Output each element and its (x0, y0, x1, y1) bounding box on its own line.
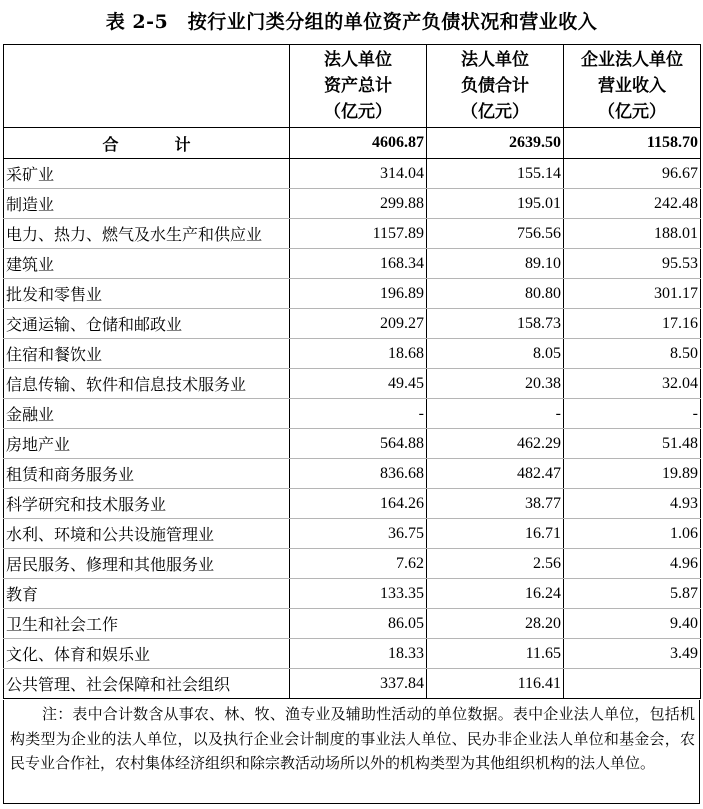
revenue-cell: 32.04 (564, 369, 701, 399)
header-liabilities (427, 45, 564, 128)
industry-name: 采矿业 (4, 159, 290, 189)
industry-name: 公共管理、社会保障和社会组织 (4, 669, 290, 699)
table-row (4, 429, 701, 459)
revenue-cell: 5.87 (564, 579, 701, 609)
table-title: 表 2-5 按行业门类分组的单位资产负债状况和营业收入 (105, 11, 598, 33)
total-assets: 4606.87 (290, 128, 427, 159)
data-table (3, 44, 701, 699)
table-row (4, 249, 701, 279)
table-row (4, 549, 701, 579)
industry-name: 水利、环境和公共设施管理业 (4, 519, 290, 549)
industry-name: 信息传输、软件和信息技术服务业 (4, 369, 290, 399)
header-line: 资产总计 (324, 76, 392, 96)
revenue-cell: 4.93 (564, 489, 701, 519)
revenue-cell: 1.06 (564, 519, 701, 549)
liabilities-cell: 195.01 (427, 189, 564, 219)
revenue-cell: 51.48 (564, 429, 701, 459)
assets-cell: 564.88 (290, 429, 427, 459)
liabilities-cell: 158.73 (427, 309, 564, 339)
liabilities-cell: 462.29 (427, 429, 564, 459)
header-line: 营业收入 (598, 76, 666, 96)
table-row (4, 639, 701, 669)
header-line: （亿元） (461, 102, 529, 122)
table-row (4, 309, 701, 339)
table-row (4, 669, 701, 699)
header-row (4, 45, 701, 128)
industry-name: 教育 (4, 579, 290, 609)
liabilities-cell: 16.71 (427, 519, 564, 549)
table-row (4, 339, 701, 369)
assets-cell: 836.68 (290, 459, 427, 489)
revenue-cell: 3.49 (564, 639, 701, 669)
assets-cell: 18.68 (290, 339, 427, 369)
assets-cell: 7.62 (290, 549, 427, 579)
revenue-cell: 188.01 (564, 219, 701, 249)
industry-name: 卫生和社会工作 (4, 609, 290, 639)
liabilities-cell: - (427, 399, 564, 429)
industry-name: 科学研究和技术服务业 (4, 489, 290, 519)
industry-name: 房地产业 (4, 429, 290, 459)
revenue-cell: - (564, 399, 701, 429)
revenue-cell: 4.96 (564, 549, 701, 579)
header-line: （亿元） (598, 102, 666, 122)
liabilities-cell: 756.56 (427, 219, 564, 249)
assets-cell: 164.26 (290, 489, 427, 519)
table-row (4, 459, 701, 489)
header-blank-cell (4, 45, 290, 128)
total-label: 合 计 (4, 128, 290, 159)
assets-cell: 133.35 (290, 579, 427, 609)
table-row (4, 369, 701, 399)
table-row (4, 519, 701, 549)
assets-cell: 49.45 (290, 369, 427, 399)
table-row (4, 579, 701, 609)
industry-name: 交通运输、仓储和邮政业 (4, 309, 290, 339)
assets-cell: 314.04 (290, 159, 427, 189)
assets-cell: 209.27 (290, 309, 427, 339)
liabilities-cell: 2.56 (427, 549, 564, 579)
header-revenue (564, 45, 701, 128)
revenue-cell: 95.53 (564, 249, 701, 279)
industry-name: 文化、体育和娱乐业 (4, 639, 290, 669)
liabilities-cell: 155.14 (427, 159, 564, 189)
industry-name: 制造业 (4, 189, 290, 219)
footnote: 注：表中合计数含从事农、林、牧、渔专业及辅助性活动的单位数据。表中企业法人单位，包括机构类型为企业的法人单位，以及执行企业会计制度的事业法人单位、民办非企业法人单位和基金会，农民专业合作社，农村集体经济组织和除宗教活动场所以外的机构类型为其他组织机构的法人单位。 (3, 700, 700, 804)
header-line: 负债合计 (461, 76, 529, 96)
industry-name: 建筑业 (4, 249, 290, 279)
total-revenue: 1158.70 (564, 128, 701, 159)
revenue-cell: 8.50 (564, 339, 701, 369)
industry-name: 金融业 (4, 399, 290, 429)
revenue-cell: 242.48 (564, 189, 701, 219)
revenue-cell (564, 669, 701, 699)
total-liabilities: 2639.50 (427, 128, 564, 159)
industry-name: 批发和零售业 (4, 279, 290, 309)
liabilities-cell: 80.80 (427, 279, 564, 309)
assets-cell: 36.75 (290, 519, 427, 549)
liabilities-cell: 20.38 (427, 369, 564, 399)
revenue-cell: 301.17 (564, 279, 701, 309)
revenue-cell: 9.40 (564, 609, 701, 639)
header-line: （亿元） (324, 102, 392, 122)
revenue-cell: 17.16 (564, 309, 701, 339)
industry-name: 居民服务、修理和其他服务业 (4, 549, 290, 579)
table-row (4, 219, 701, 249)
liabilities-cell: 8.05 (427, 339, 564, 369)
liabilities-cell: 116.41 (427, 669, 564, 699)
total-row (4, 128, 701, 159)
header-line: 企业法人单位 (581, 50, 683, 70)
table-row (4, 489, 701, 519)
revenue-cell: 96.67 (564, 159, 701, 189)
assets-cell: - (290, 399, 427, 429)
table-row (4, 279, 701, 309)
liabilities-cell: 16.24 (427, 579, 564, 609)
liabilities-cell: 11.65 (427, 639, 564, 669)
table-row (4, 399, 701, 429)
assets-cell: 299.88 (290, 189, 427, 219)
industry-name: 住宿和餐饮业 (4, 339, 290, 369)
table-row (4, 609, 701, 639)
assets-cell: 168.34 (290, 249, 427, 279)
table-row (4, 189, 701, 219)
header-line: 法人单位 (324, 50, 392, 70)
assets-cell: 86.05 (290, 609, 427, 639)
liabilities-cell: 482.47 (427, 459, 564, 489)
liabilities-cell: 28.20 (427, 609, 564, 639)
assets-cell: 1157.89 (290, 219, 427, 249)
header-line: 法人单位 (461, 50, 529, 70)
assets-cell: 18.33 (290, 639, 427, 669)
liabilities-cell: 38.77 (427, 489, 564, 519)
assets-cell: 337.84 (290, 669, 427, 699)
assets-cell: 196.89 (290, 279, 427, 309)
liabilities-cell: 89.10 (427, 249, 564, 279)
header-assets (290, 45, 427, 128)
table-row (4, 159, 701, 189)
industry-name: 电力、热力、燃气及水生产和供应业 (4, 219, 290, 249)
industry-name: 租赁和商务服务业 (4, 459, 290, 489)
revenue-cell: 19.89 (564, 459, 701, 489)
